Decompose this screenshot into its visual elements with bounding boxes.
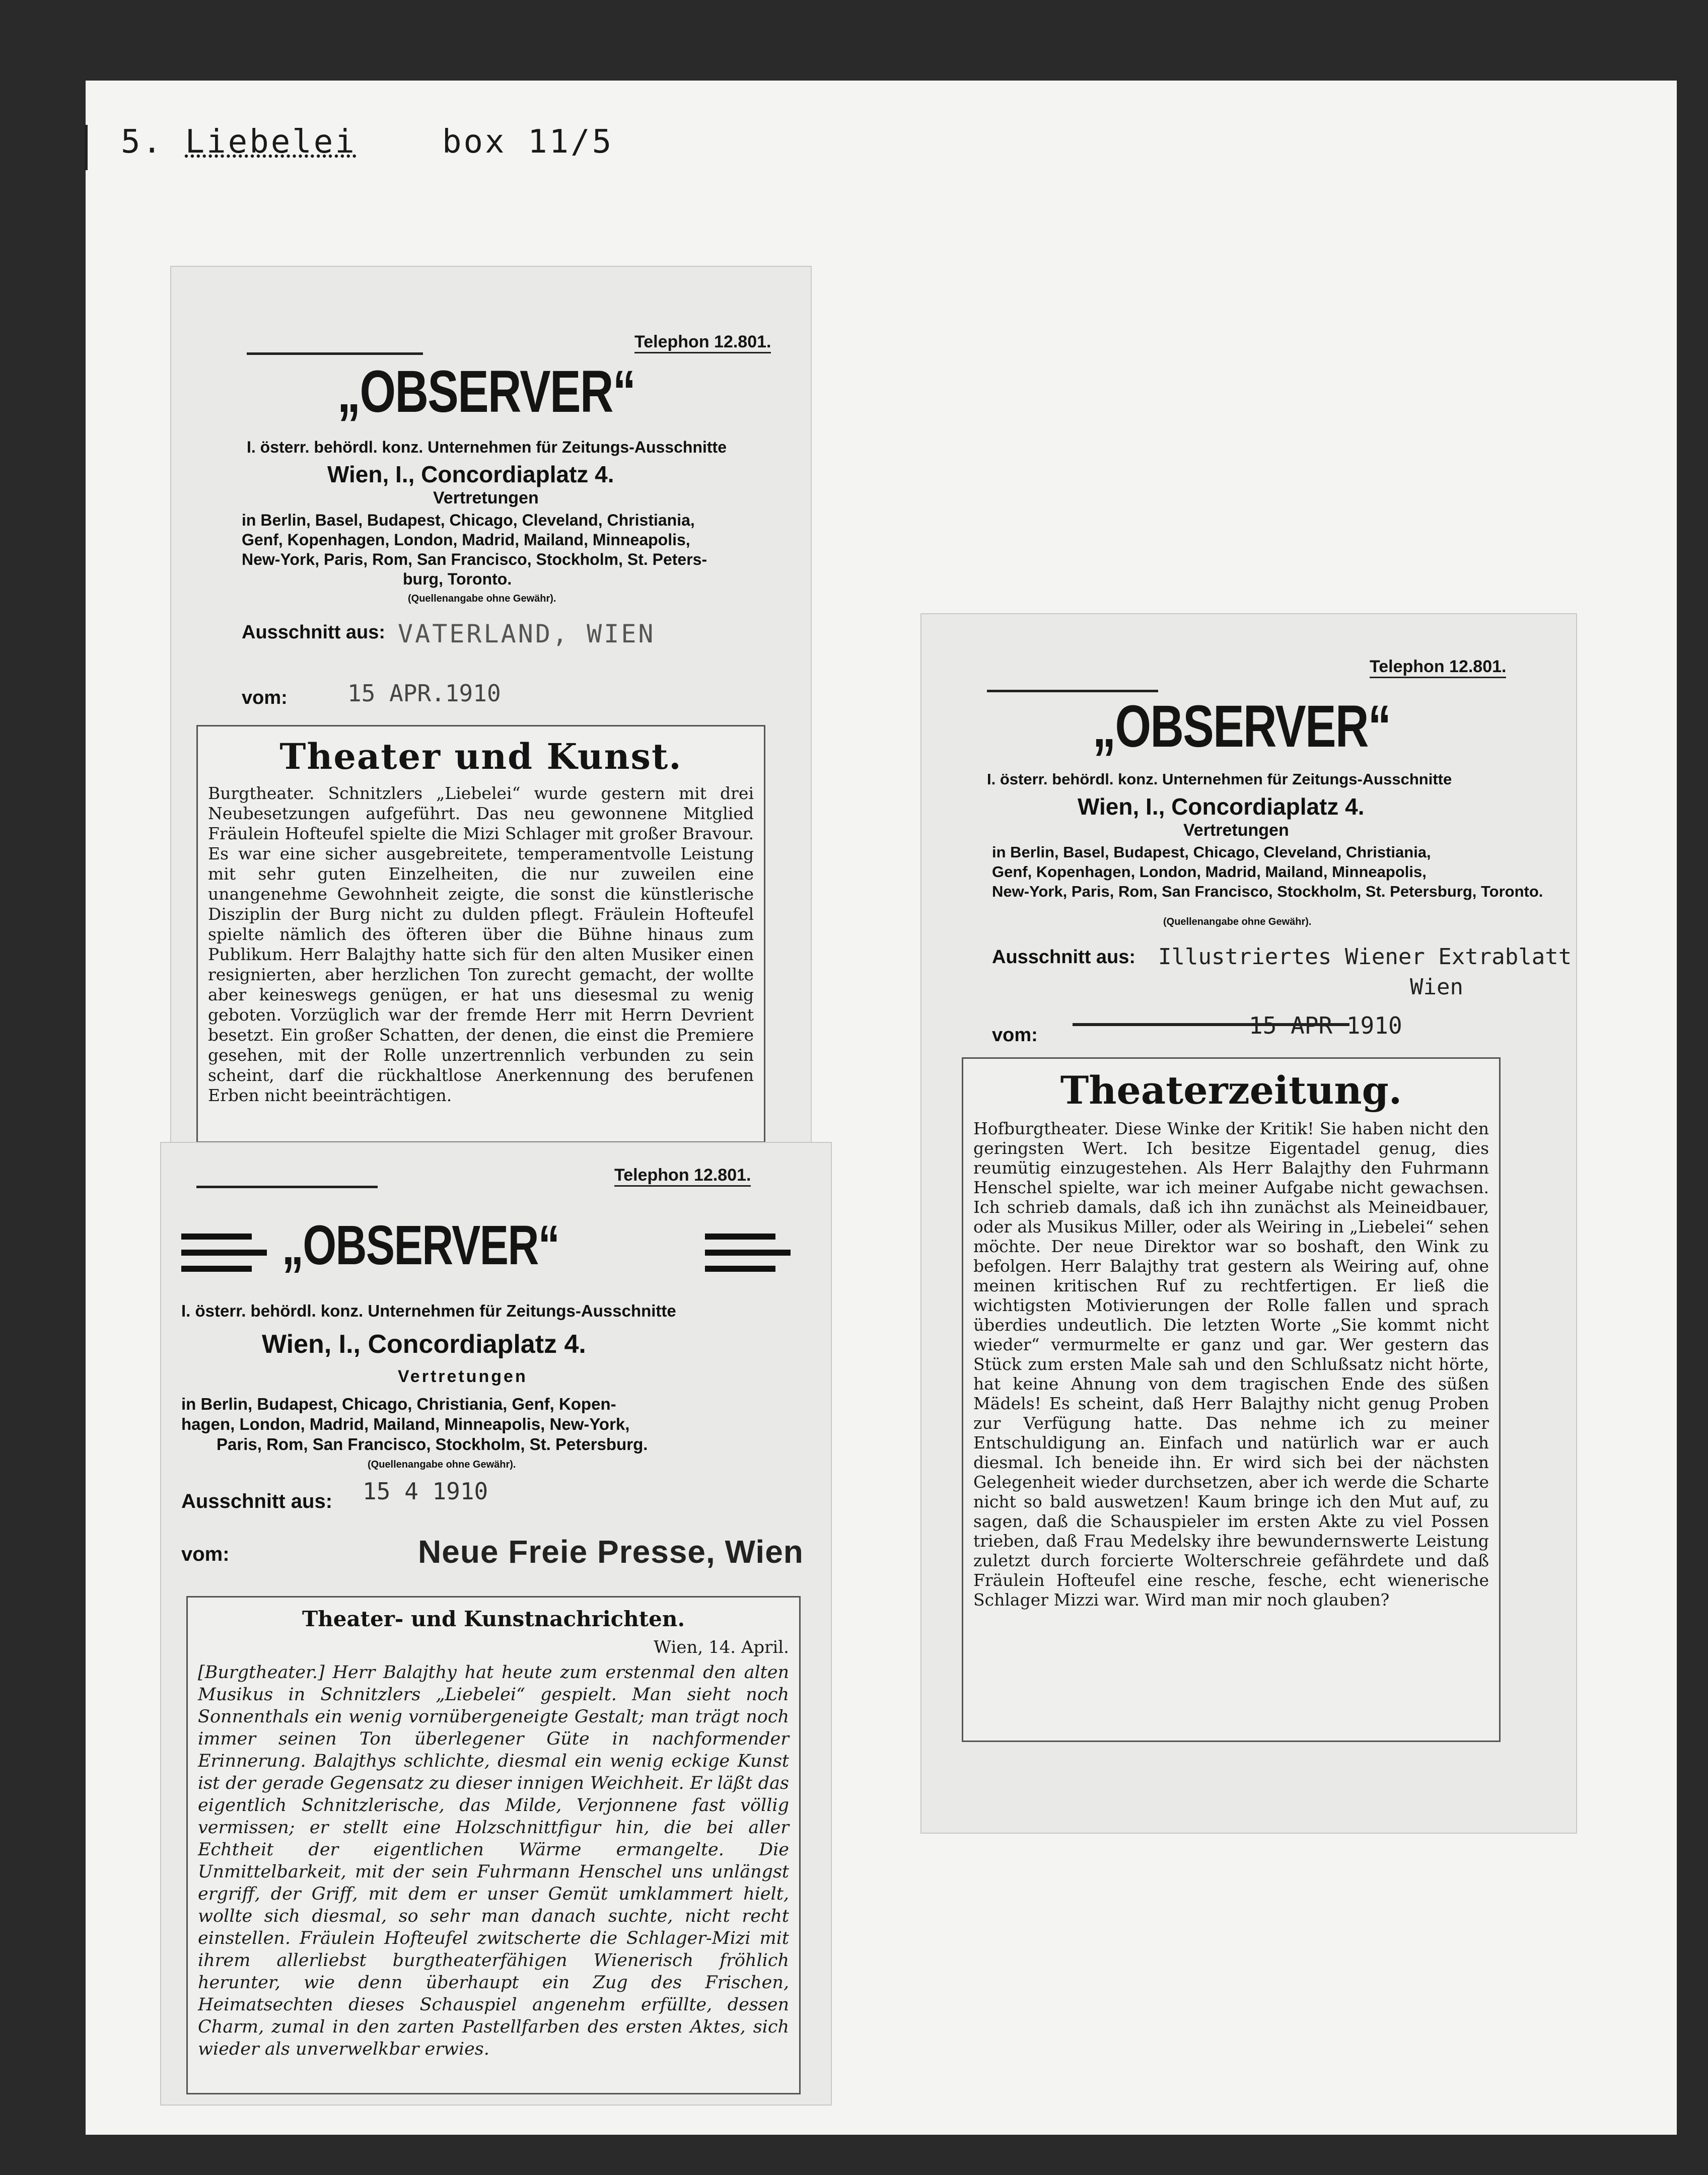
ausschnitt-date-stamp: 15 4 1910 (363, 1478, 488, 1505)
quelle-note: (Quellenangabe ohne Gewähr). (408, 593, 556, 604)
vom-source-stamp: Neue Freie Presse, Wien (418, 1534, 804, 1570)
telephone-label: Telephon 12.801. (634, 332, 771, 353)
box-number: box 11/5 (442, 123, 614, 161)
article-body: Hofburgtheater. Diese Winke der Kritik! Sie haben nicht den geringsten Wert. Ich besitze Eigentadel genug, dies reumütig einzugestehen. Als Herr Balajthy den Fuhrmann Henschel spielte, war ich meiner Aufgabe nicht gewachsen. Ich schrieb damals, daß ich ihn zunächst als Meineidbauer, oder als Musikus Miller, oder als Weiring in „Liebelei“ sehen möchte. Der neue Direktor war so boshaft, den Wink zu befolgen. Herr Balajthy trat gestern als Weiring auf, ohne meinen kritischen Ruf zu rechtfertigen. Er ließ die wichtigsten Motivierungen der Rolle fallen und sprach überdies undeutlich. Die letzten Worte „Sie kommt nicht wieder“ vermurmelte er ganz und gar. Wer gestern das Stück zum ersten Male sah und den Schlußsatz nicht hörte, hat keine Ahnung von dem tragischen Ende des süßen Mädels! Es scheint, daß Herr Balajthy nicht genug Proben zur Verfügung hatte. Das nehme ich zu meiner Entschuldigung an. Einfach und natürlich war er auch diesmal. Ich beneide ihn. Er wird sich bei der nächsten Gelegenheit wieder durchsetzen, aber ich werde die Scharte nicht so bald auswetzen! Kaum bringe ich den Mut auf, zu sagen, daß die Schauspieler im ersten Akte zu viel Possen trieben, daß Frau Medelsky ihre bewundernswerte Leistung zuletzt durch forcierte Wolterschreie gefährdete und daß Fräulein Hofteufel eine resche, fesche, echt wienerische Schlager Mizzi war. Wird man mir noch glauben? (973, 1119, 1489, 1610)
clipping-neue-freie-presse (161, 1143, 831, 2105)
cities-line-4: burg, Toronto. (403, 570, 512, 588)
ausschnitt-value-city: Wien (1410, 974, 1463, 1000)
cities-line-3: New-York, Paris, Rom, San Francisco, Stockholm, St. Petersburg, Toronto. (992, 883, 1543, 900)
archive-sheet (86, 81, 1677, 2135)
article-headline: Theaterzeitung. (1060, 1068, 1402, 1113)
vom-label: vom: (242, 687, 288, 708)
article-theaterzeitung (962, 1057, 1501, 1742)
ausschnitt-value: Illustriertes Wiener Extrablatt (1158, 944, 1572, 970)
article-headline: Theater- und Kunstnachrichten. (302, 1607, 685, 1631)
address-line: Wien, I., Concordiaplatz 4. (327, 461, 614, 487)
cities-line-3: New-York, Paris, Rom, San Francisco, Stockholm, St. Peters- (242, 550, 707, 568)
vom-date-stamp: 15 APR.1910 (347, 680, 501, 707)
article-body: Burgtheater. Schnitzlers „Liebelei“ wurde gestern mit drei Neubesetzungen aufgeführt. Das neu gewonnene Mitglied Fräulein Hofteufel spielte die Mizi Schlager mit großer Bravour. Es war eine sicher ausgebreitete, temperamentvolle Leistung mit sehr guten Einzelheiten, die nur zuweilen eine unangenehme Gewohnheit zeigte, die sonst die künstlerische Disziplin der Burg nicht zu dulden pflegt. Fräulein Hofteufel spielte nämlich des öfteren über die Bühne hinaus zum Publikum. Herr Balajthy hatte sich für den alten Musiker einen resignierten, aber herzlichen Ton zurecht gemacht, der wollte aber keineswegs genügen, er hat uns diesesmal zu wenig geboten. Vorzüglich war der fremde Herr mit Herrn Devrient besetzt. Ein großer Schatten, der denen, die einst die Premiere gesehen, mit der Rolle unzertrennlich verbunden zu sein scheint, darf die rückhaltlose Anerkennung des berufenen Erben nicht beeinträchtigen. (208, 783, 754, 1105)
top-rule (247, 352, 423, 355)
ausschnitt-label: Ausschnitt aus: (242, 622, 386, 643)
ausschnitt-label: Ausschnitt aus: (992, 947, 1136, 968)
telephone-label: Telephon 12.801. (614, 1166, 751, 1187)
company-line: I. österr. behördl. konz. Unternehmen für Zeitungs-Ausschnitte (181, 1301, 676, 1320)
ausschnitt-label: Ausschnitt aus: (181, 1490, 333, 1512)
ausschnitt-value: VATERLAND, WIEN (398, 619, 656, 648)
address-line: Wien, I., Concordiaplatz 4. (262, 1330, 586, 1359)
vom-date-stamp: 15 APR 1910 (1249, 1012, 1402, 1039)
cities-line-2: Genf, Kopenhagen, London, Madrid, Mailand, Minneapolis, (992, 863, 1427, 881)
company-line: I. österr. behördl. konz. Unternehmen für Zeitungs-Ausschnitte (987, 770, 1452, 788)
corner-mark (85, 125, 88, 170)
folder-title: Liebelei (185, 123, 357, 161)
vom-label: vom: (181, 1543, 230, 1565)
top-rule (196, 1186, 378, 1188)
clipping-illustriertes-wiener-extrablatt (921, 614, 1576, 1833)
cities-line-3: Paris, Rom, San Francisco, Stockholm, St. Petersburg. (217, 1435, 648, 1454)
company-line: I. österr. behördl. konz. Unternehmen für Zeitungs-Ausschnitte (247, 438, 727, 456)
folder-header (121, 123, 613, 161)
article-theater-und-kunst (196, 725, 765, 1143)
vertretungen-label: Vertretungen (1183, 821, 1289, 840)
observer-brand: „OBSERVER“ (282, 1214, 559, 1276)
article-dateline: Wien, 14. April. (654, 1637, 789, 1657)
vertretungen-label: Vertretungen (433, 488, 539, 508)
folder-number: 5. (121, 123, 164, 161)
telephone-label: Telephon 12.801. (1370, 657, 1506, 678)
cities-line-2: hagen, London, Madrid, Mailand, Minneapolis, New-York, (181, 1415, 630, 1433)
observer-brand: „OBSERVER“ (1093, 693, 1391, 760)
observer-brand: „OBSERVER“ (337, 358, 635, 425)
cities-line-1: in Berlin, Budapest, Chicago, Christiania, Genf, Kopen- (181, 1395, 616, 1413)
article-theater-und-kunstnachrichten (186, 1596, 801, 2094)
cities-line-1: in Berlin, Basel, Budapest, Chicago, Cleveland, Christiania, (242, 511, 695, 529)
cities-line-1: in Berlin, Basel, Budapest, Chicago, Cleveland, Christiania, (992, 843, 1431, 861)
clipping-vaterland (171, 267, 811, 1148)
article-headline: Theater und Kunst. (279, 736, 682, 777)
quelle-note: (Quellenangabe ohne Gewähr). (368, 1459, 516, 1470)
cities-line-2: Genf, Kopenhagen, London, Madrid, Mailand, Minneapolis, (242, 531, 690, 549)
vertretungen-label: Vertretungen (398, 1367, 528, 1386)
quelle-note: (Quellenangabe ohne Gewähr). (1163, 916, 1312, 927)
address-line: Wien, I., Concordiaplatz 4. (1078, 793, 1365, 820)
vom-label: vom: (992, 1025, 1038, 1046)
article-body: [Burgtheater.] Herr Balajthy hat heute zum erstenmal den alten Musikus in Schnitzlers „Liebelei“ gespielt. Man sieht noch Sonnenthals ein wenig vornübergeneigte Gestalt; man trägt noch immer seinen Ton überlegener Güte in nachformender Erinnerung. Balajthys schlichte, diesmal ein wenig eckige Kunst ist der gerade Gegensatz zu dieser innigen Weichheit. Er läßt das eigentlich Schnitzlerische, das Milde, Verjonnene fast völlig vermissen; er stellt eine Holzschnittfigur hin, die bei aller Echtheit der eigentlichen Wärme ermangelte. Die Unmittelbarkeit, mit der sein Fuhrmann Henschel uns unlängst ergriff, der Griff, mit dem er unser Gemüt umklammert hielt, wollte sich diesmal, so sehr man danach suchte, nicht recht einstellen. Fräulein Hofteufel zwitscherte die Schlager-Mizi mit ihrem allerliebst burgtheaterfähigen Wienerisch fröhlich herunter, wie denn überhaupt ein Zug des Frischen, Heimatsechten dieses Schauspiel angenehm erfüllte, dessen Charm, zumal in den zarten Pastellfarben des ersten Aktes, sich wieder als unverwelkbar erwies. (198, 1662, 789, 2059)
